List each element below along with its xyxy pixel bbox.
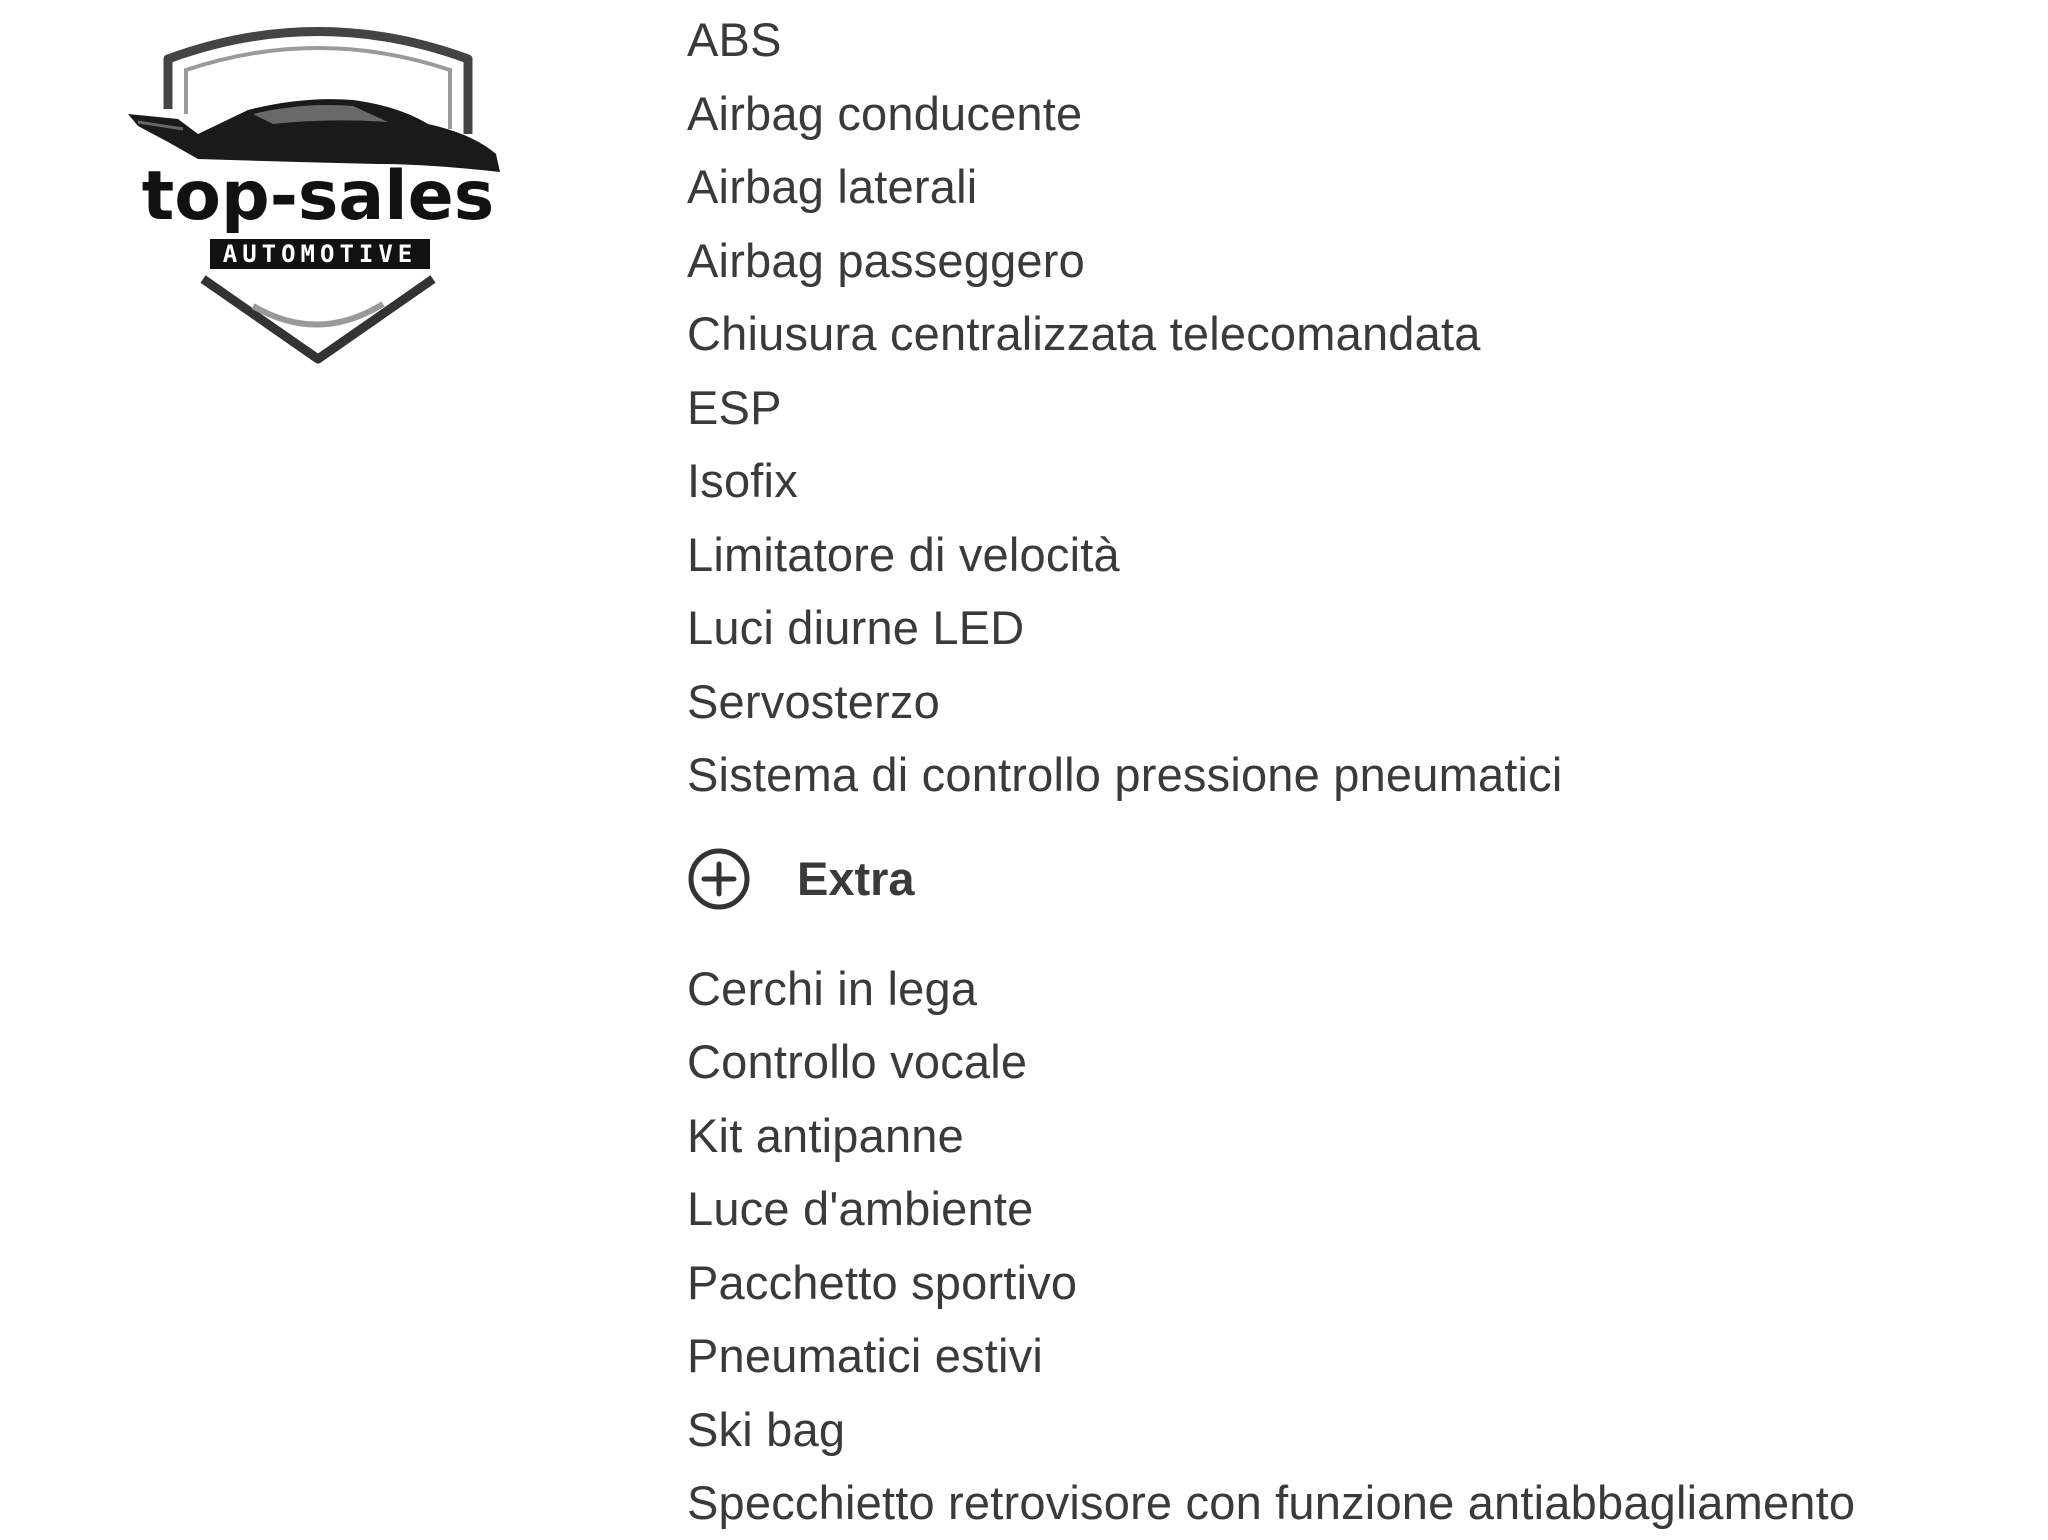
list-item: ABS: [687, 13, 782, 66]
list-item: Airbag conducente: [687, 86, 1083, 140]
brand-logo: [128, 14, 508, 364]
logo-tagline-text: AUTOMOTIVE: [222, 240, 418, 268]
list-item: Pneumatici estivi: [687, 1329, 1044, 1382]
safety-features-list: [687, 3, 2027, 812]
plus-circle-icon[interactable]: [687, 847, 751, 911]
extra-features-list: [687, 952, 2027, 1540]
list-item: Chiusura centralizzata telecomandata: [687, 307, 1481, 360]
extra-section-title: Extra: [797, 852, 915, 905]
extra-section-header[interactable]: [687, 834, 2027, 924]
list-item: Ski bag: [687, 1402, 846, 1456]
list-item: Limitatore di velocità: [687, 527, 1120, 581]
features-panel: [687, 0, 2027, 1540]
list-item: Luci diurne LED: [687, 601, 1025, 654]
list-item: Sistema di controllo pressione pneumatici: [687, 748, 1563, 801]
list-item: Isofix: [687, 454, 798, 507]
list-item: Servosterzo: [687, 674, 940, 728]
list-item: ESP: [687, 380, 782, 434]
car-shield-logo-icon: [128, 14, 508, 364]
list-item: Airbag laterali: [687, 160, 978, 213]
list-item: Cerchi in lega: [687, 961, 978, 1015]
logo-brand-text: top-sales: [141, 157, 495, 236]
list-item: Kit antipanne: [687, 1108, 964, 1162]
list-item: Airbag passeggero: [687, 233, 1085, 287]
list-item: Specchietto retrovisore con funzione antiabbagliamento: [687, 1476, 1856, 1529]
list-item: Pacchetto sportivo: [687, 1255, 1078, 1309]
list-item: Luce d'ambiente: [687, 1182, 1034, 1235]
list-item: Controllo vocale: [687, 1035, 1028, 1088]
